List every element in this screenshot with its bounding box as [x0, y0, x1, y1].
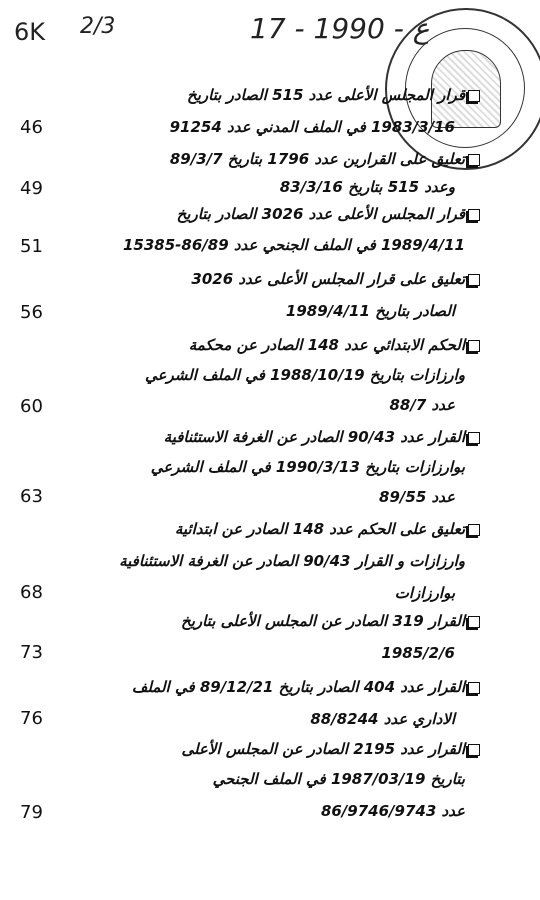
checkbox-bullet-icon: [468, 274, 480, 286]
entry-9-line-2: الاداري عدد 88/8244: [310, 710, 455, 728]
entry-10-line-2: بتاريخ 1987/03/19 في الملف الجنحي: [212, 770, 465, 788]
handwritten-fraction: 2/3: [80, 14, 116, 39]
checkbox-bullet-icon: [468, 154, 480, 166]
entry-1-page: 46: [20, 117, 43, 138]
checkbox-bullet-icon: [468, 744, 480, 756]
entry-6-line-3: عدد 89/55: [379, 488, 455, 506]
entry-10-line-3: عدد 86/9746/9743: [320, 802, 465, 820]
entry-4-page: 56: [20, 302, 43, 323]
entry-3-line-2: 1989/4/11 في الملف الجنحي عدد 86/89-15385: [122, 236, 465, 254]
entry-5-page: 60: [20, 396, 43, 417]
entry-7-page: 68: [20, 582, 43, 603]
entry-5-line-2: وارزازات بتاريخ 1988/10/19 في الملف الشرعي: [145, 366, 465, 384]
entry-5-line-3: عدد 88/7: [389, 396, 455, 414]
entry-1-line-2: 1983/3/16 في الملف المدني عدد 91254: [169, 118, 455, 136]
entry-8-line-2: 1985/2/6: [381, 644, 455, 662]
entry-7-line-1: تعليق على الحكم عدد 148 الصادر عن ابتدائية: [175, 520, 480, 538]
entry-9-line-1: القرار عدد 404 الصادر بتاريخ 89/12/21 في الملف: [132, 678, 480, 696]
checkbox-bullet-icon: [468, 90, 480, 102]
entry-7-line-2: وارزازات و القرار 90/43 الصادر عن الغرفة الاستئنافية: [119, 552, 465, 570]
entry-3-line-1: قرار المجلس الأعلى عدد 3026 الصادر بتاريخ: [177, 205, 480, 223]
checkbox-bullet-icon: [468, 682, 480, 694]
entry-6-line-1: القرار عدد 90/43 الصادر عن الغرفة الاستئنافية: [164, 428, 480, 446]
checkbox-bullet-icon: [468, 209, 480, 221]
entry-2-line-1: تعليق على القرارين عدد 1796 بتاريخ 89/3/7: [170, 150, 480, 168]
checkbox-bullet-icon: [468, 616, 480, 628]
handwritten-code: 6K: [14, 18, 46, 46]
entry-4-line-1: تعليق على قرار المجلس الأعلى عدد 3026: [191, 270, 480, 288]
checkbox-bullet-icon: [468, 340, 480, 352]
entry-2-page: 49: [20, 178, 43, 199]
entry-6-page: 63: [20, 486, 43, 507]
entry-3-page: 51: [20, 236, 43, 257]
entry-7-line-3: بوارزازات: [394, 584, 455, 602]
entry-6-line-2: بوارزازات بتاريخ 1990/3/13 في الملف الشرعي: [150, 458, 465, 476]
entry-4-line-2: الصادر بتاريخ 1989/4/11: [285, 302, 455, 320]
entry-1-line-1: قرار المجلس الأعلى عدد 515 الصادر بتاريخ: [187, 86, 480, 104]
entry-10-line-1: القرار عدد 2195 الصادر عن المجلس الأعلى: [181, 740, 480, 758]
entry-8-line-1: القرار 319 الصادر عن المجلس الأعلى بتاريخ: [181, 612, 480, 630]
entry-9-page: 76: [20, 708, 43, 729]
entry-10-page: 79: [20, 802, 43, 823]
handwritten-date: 17 - ع - 1990: [250, 12, 430, 45]
entry-2-line-2: وعدد 515 بتاريخ 83/3/16: [279, 178, 455, 196]
checkbox-bullet-icon: [468, 432, 480, 444]
entry-5-line-1: الحكم الابتدائي عدد 148 الصادر عن محكمة: [189, 336, 480, 354]
entry-8-page: 73: [20, 642, 43, 663]
checkbox-bullet-icon: [468, 524, 480, 536]
